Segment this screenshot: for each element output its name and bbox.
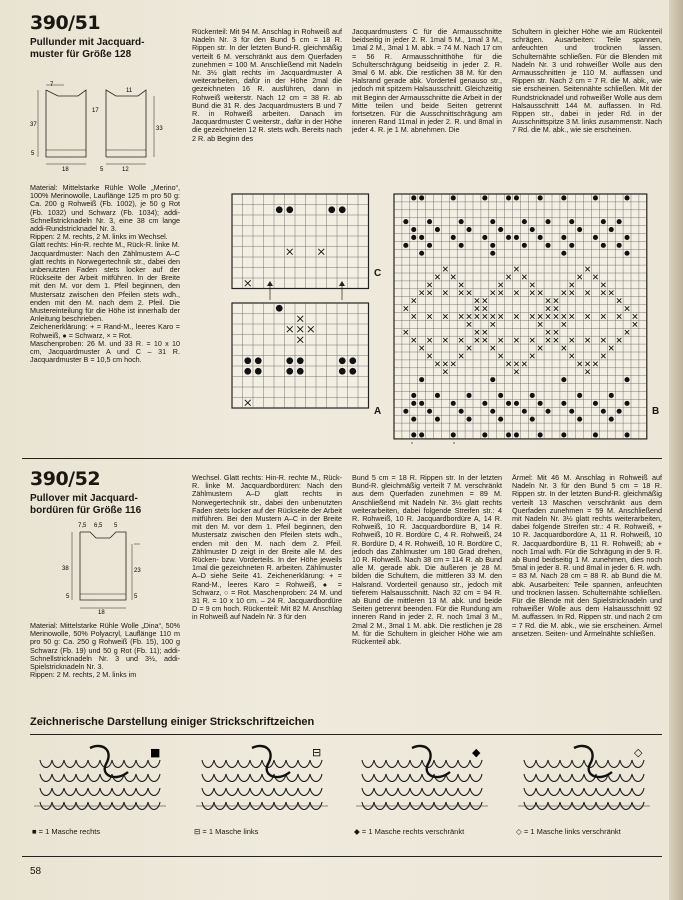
chart-dot	[419, 195, 424, 200]
legend-knit: ■ = 1 Masche rechts	[32, 827, 101, 836]
chart-dot	[561, 251, 566, 256]
chart-dot	[435, 227, 440, 232]
stitch-loop	[386, 760, 398, 768]
pattern-number-390-51: 390/51	[30, 12, 101, 34]
stitch-loop	[524, 760, 536, 768]
stitch-loop	[548, 774, 560, 782]
stitch-loop	[470, 774, 482, 782]
stitch-loop	[76, 760, 88, 768]
schema-dim: 18	[98, 610, 105, 616]
stitch-loop	[112, 760, 124, 768]
maschenproben-text: Maschenproben: 26 M. und 33 R. = 10 x 10 cm, Jacquardmuster A und C – 31 R. Jacquardmuster B = 10,5 cm hoch.	[30, 338, 180, 365]
chart-dot	[459, 409, 464, 414]
chart-dot	[419, 235, 424, 240]
stitch-loop	[238, 774, 250, 782]
chart-dot	[286, 206, 293, 213]
chart-dot	[625, 235, 630, 240]
schema-dim: 17	[92, 108, 99, 114]
stitch-loop	[214, 774, 226, 782]
stitch-loop	[52, 788, 64, 796]
column-1-390-52	[30, 622, 180, 679]
chart-dot	[498, 417, 503, 422]
stitch-loop	[52, 774, 64, 782]
chart-dot	[498, 393, 503, 398]
chart-dot	[490, 409, 495, 414]
stitch-loop	[458, 788, 470, 796]
stitch-loop	[100, 788, 112, 796]
stitch-loop	[560, 760, 572, 768]
stitch-loop	[64, 774, 76, 782]
chart-dot	[419, 401, 424, 406]
size-schema-390-52	[62, 522, 170, 616]
stitch-loop	[250, 774, 262, 782]
chart-dot	[451, 195, 456, 200]
stitch-illustration-knit-twisted	[354, 742, 490, 820]
stitch-loop	[286, 760, 298, 768]
chart-dot	[522, 219, 527, 224]
chart-dot	[459, 219, 464, 224]
stitch-loop	[124, 774, 136, 782]
column-1-390-51	[30, 184, 180, 364]
chart-dot	[482, 235, 487, 240]
stitch-loop	[410, 774, 422, 782]
stitch-loop	[310, 760, 322, 768]
chart-dot	[561, 401, 566, 406]
chart-dot	[244, 357, 251, 364]
chart-dot	[522, 243, 527, 248]
stitch-loop	[238, 760, 250, 768]
chart-dot	[546, 243, 551, 248]
stitch-loop	[286, 788, 298, 796]
zeichen-text: Zeichenerklärung: + = Rand-M., leeres Karo = Rohweiß, ● = Schwarz, × = Rot.	[30, 322, 180, 340]
stitch-illustration-knit	[32, 742, 168, 820]
stitch-loop	[238, 788, 250, 796]
column-2-390-51	[192, 28, 342, 143]
chart-dot	[514, 195, 519, 200]
page-edge	[669, 0, 683, 900]
chart-dot	[411, 393, 416, 398]
jacquard-text: Jacquardmuster: Nach den Zählmustern A–C glatt rechts in Norwegertechnik str., dabei den unbenutzten Faden stets locker auf der Rückseite der Arbeit mitführen. In der Breite mit den M. vor dem 1. Pfeil beginnen, den Mustersatz zwischen den Pfeilen stets wdh., enden mit den M. nach dem 2. Pfeil. Die Mustereinteilung für die Höhe ist innerhalb der Anleitung beschrieben.	[30, 248, 180, 324]
chart-dot	[609, 393, 614, 398]
schema-dim: 18	[62, 167, 69, 173]
schema-dim: 33	[156, 126, 163, 132]
chart-dot	[561, 377, 566, 382]
chart-dot	[427, 409, 432, 414]
chart-dot	[411, 401, 416, 406]
stitch-loop	[608, 788, 620, 796]
chart-dot	[625, 432, 630, 437]
stitch-loop	[608, 774, 620, 782]
chart-dot	[451, 432, 456, 437]
stitch-loop	[40, 760, 52, 768]
stitch-loop	[596, 788, 608, 796]
chart-c-grid	[232, 194, 372, 280]
yarn-strand	[90, 746, 128, 777]
chart-dot	[601, 243, 606, 248]
chart-dot	[530, 417, 535, 422]
chart-dot	[482, 195, 487, 200]
chart-dot	[490, 219, 495, 224]
chart-dot	[255, 368, 262, 375]
chart-dot	[506, 432, 511, 437]
stitch-loop	[596, 760, 608, 768]
stitch-loop	[374, 760, 386, 768]
page-number: 58	[30, 866, 42, 877]
chart-dot	[490, 377, 495, 382]
chart-dot	[546, 219, 551, 224]
schema-dim: 6,5	[94, 523, 103, 529]
chart-dot	[617, 409, 622, 414]
stitch-loop	[386, 788, 398, 796]
chart-dot	[297, 357, 304, 364]
chart-dot	[276, 206, 283, 213]
chart-dot	[577, 417, 582, 422]
divider	[22, 458, 662, 459]
chart-dot	[601, 409, 606, 414]
stitch-loop	[584, 788, 596, 796]
stitch-loop	[410, 788, 422, 796]
stitch-loop	[572, 760, 584, 768]
chart-dot	[403, 409, 408, 414]
chart-dot	[569, 409, 574, 414]
stitch-loop	[298, 774, 310, 782]
chart-dot	[514, 235, 519, 240]
stitch-illustration-purl-twisted	[516, 742, 652, 820]
stitch-loop	[422, 788, 434, 796]
stitch-loop	[214, 788, 226, 796]
chart-dot	[577, 227, 582, 232]
chart-dot	[617, 219, 622, 224]
chart-dot	[411, 417, 416, 422]
chart-dot	[530, 227, 535, 232]
chart-dot	[617, 243, 622, 248]
column-2-390-52	[192, 474, 342, 622]
stitch-loop	[136, 760, 148, 768]
chart-dot	[498, 227, 503, 232]
stitch-loop	[446, 774, 458, 782]
stitch-symbol: ⊟	[312, 746, 322, 759]
chart-dot	[255, 357, 262, 364]
stitch-loop	[536, 760, 548, 768]
stitch-loop	[548, 760, 560, 768]
chart-dot	[546, 409, 551, 414]
stitch-loop	[362, 788, 374, 796]
pattern-title-390-52: Pullover mit Jacquard-bordüren für Größe 116	[30, 493, 142, 516]
instructions-text: Ärmel: Mit 46 M. Anschlag in Rohweiß auf Nadeln Nr. 3 für den Bund 5 cm = 18 R. Rippen str. In der letzten Bund-R. gleichmäßig verteilt 13 Maschen verschränkt aus dem Querfaden zunehmen = 59 M. Anschließend mit Nadeln Nr. 3½ glatt rechts weiterarbeiten, dabei folgende Streifen str.: 4 R. Rohweiß, + 10 R. Jacquardbordüre A, 11 R. Rohweiß, 10 R. Jacquardbordüre B, 11 R. Rohweiß; ab + noch 1mal wdh. Für die Schrägung in der 9. R. ab Bund beidseitig 1 M. zunehmen, dies noch 5mal in jeder 8. R. und 8mal in jeder 6. R. wdh. = 83 M. Nach 28 cm = 88 R. ab Bund die M. abk. Ausarbeiten: Teile spannen, anfeuchten und trocknen lassen. Schulternähte schließen. Für die Blende mit den Spielstricknadeln und rohweißer Wolle aus dem Halsausschnitt 92 M. auffassen. In Rd. Rippen str. und nach 2 cm = 7 Rd. die M. abk., wie sie erscheinen. Ärmel ansetzen. Seiten- und Ärmelnähte schließen.	[512, 473, 662, 638]
stitch-loop	[64, 788, 76, 796]
stitch-loop	[52, 760, 64, 768]
stitch-loop	[398, 760, 410, 768]
stitch-loop	[262, 788, 274, 796]
chart-dot	[419, 377, 424, 382]
stitch-loop	[620, 760, 632, 768]
stitch-loop	[202, 760, 214, 768]
chart-dot	[297, 368, 304, 375]
stitch-loop	[76, 788, 88, 796]
stitch-loop	[148, 760, 160, 768]
stitch-symbol: ◇	[634, 746, 643, 759]
glatt-text: Glatt rechts: Hin-R. rechte M., Rück-R. linke M.	[30, 240, 180, 250]
chart-dot	[625, 401, 630, 406]
stitch-loop	[40, 774, 52, 782]
rippen-text: Rippen: 2 M. rechts, 2 M. links im Wechsel.	[30, 232, 168, 242]
stitch-loop	[298, 788, 310, 796]
stitch-loop	[632, 760, 644, 768]
chart-a-label: A	[374, 406, 382, 417]
instructions-text: Bund 5 cm = 18 R. Rippen str. In der letzten Bund-R. gleichmäßig verteilt 7 M. verschränkt aus dem Querfaden zunehmen = 89 M. Anschließend mit Nadeln Nr. 3½ glatt rechts weiterarbeiten, dabei folgende Streifen str.: 4 R. Rohweiß, 10 R. Jacquardbordüre A, 14 R. Rohweiß, 10 R. Jacquardbordüre B, 14 R. Rohweiß, 10 R. Bordüre C, 4 R. Rohweiß, 24 R. Bordüre D, 4 R. Rohweiß, 10 R. Bordüre C, jedoch das Zählmuster um 180 Grad drehen, 10 R. Rohweiß. Nach 38 cm = 114 R. ab Bund alle M. gerade abk. Die äußeren je 28 M. bilden die Schultern, die mittleren 33 M. den Halsrand. Vorderteil genauso str., jedoch mit tieferem Halsausschnitt. Nach 32 cm = 94 R. ab Bund die mittleren 13 M. abk. und beide Seiten getrennt beenden. Für die Rundung am inneren Rand in jeder 2. R. noch 1mal 3 M., 2mal 2 M., 3mal 1 M. abk. Die restlichen je 28 M. für die Schultern in gleicher Höhe wie am Rückenteil abk.	[352, 473, 502, 647]
stitch-symbol: ◆	[472, 746, 481, 759]
stitch-loop	[88, 788, 100, 796]
chart-dot	[538, 195, 543, 200]
chart-dot	[490, 251, 495, 256]
material-text: Material: Mittelstarke Rühle Wolle „Dina“, 50% Merinowolle, 50% Polyacryl, Lauflänge 110 m pro 50 g: Ca. 250 g Rohweiß (Fb. 15), 100 g Schwarz (Fb. 19) und 50 g Rot (Fb. 11); addi-Schnellstricknadeln Nr. 3 und 3½, addi-Spielstricknadeln Nr. 3.	[30, 621, 180, 672]
chart-dot	[411, 195, 416, 200]
chart-dot	[530, 393, 535, 398]
yarn-strand	[412, 746, 450, 777]
stitch-loop	[446, 788, 458, 796]
chart-dot	[435, 393, 440, 398]
stitch-loop	[202, 788, 214, 796]
stitch-loop	[226, 774, 238, 782]
stitch-loop	[64, 760, 76, 768]
chart-dot	[403, 243, 408, 248]
schema-dim: 11	[126, 88, 133, 94]
chart-dot	[451, 235, 456, 240]
instructions-text: Jacquardmusters C für die Armausschnitte beidseitig in jeder 2. R. 1mal 5 M., 1mal 3 M., 1mal 2 M., 3mal 1 M. abk. = 74 M. Nach 17 cm = 56 R. Armausschnitthöhe für die Schulterschrägung beidseitig in jeder 2. R. 3mal 6 M. abk. Die restlichen 38 M. für den Halsrand gerade abk. Vorderteil genauso str., jedoch mit spitzem Halsausschnitt. Gleichzeitig mit Beginn der Armausschnitte die Arbeit in der Mitte teilen und beide Seiten getrennt fortsetzen. Für die Ausschnittschrägung am inneren Rand 11mal in jeder 2. R. und 8mal in jeder 4. R. je 1 M. abnehmen. Die	[352, 27, 502, 135]
chart-dot	[419, 251, 424, 256]
chart-dot	[593, 195, 598, 200]
stitch-loop	[310, 788, 322, 796]
stitch-loop	[374, 788, 386, 796]
stitch-loop	[310, 774, 322, 782]
chart-dot	[625, 377, 630, 382]
chart-dot	[538, 235, 543, 240]
chart-dot	[522, 409, 527, 414]
schema-dim: 7	[50, 82, 54, 88]
yarn-strand	[252, 746, 290, 777]
section-rule	[30, 734, 662, 735]
chart-dot	[349, 357, 356, 364]
chart-dot	[482, 432, 487, 437]
column-3-390-51	[352, 28, 502, 135]
chart-dot	[609, 417, 614, 422]
stitch-loop	[398, 788, 410, 796]
chart-dot	[328, 206, 335, 213]
column-4-390-52	[512, 474, 662, 638]
stitch-loop	[632, 788, 644, 796]
stitch-loop	[88, 774, 100, 782]
chart-b-grid	[394, 194, 650, 414]
size-schema-390-51	[30, 82, 169, 173]
stitch-loop	[572, 774, 584, 782]
stitch-loop	[124, 788, 136, 796]
stitch-loop	[374, 774, 386, 782]
legend-knit-twisted: ◆ = 1 Masche rechts verschränkt	[354, 827, 465, 836]
chart-dot	[451, 401, 456, 406]
stitch-loop	[202, 774, 214, 782]
stitch-loop	[548, 788, 560, 796]
chart-dot	[514, 432, 519, 437]
chart-dot	[286, 368, 293, 375]
chart-dot	[514, 401, 519, 406]
schema-dim: 7,5	[78, 523, 87, 529]
stitch-loop	[458, 760, 470, 768]
schema-dim: 23	[134, 568, 141, 574]
stitch-loop	[470, 760, 482, 768]
chart-dot	[339, 357, 346, 364]
stitch-loop	[214, 760, 226, 768]
chart-dot	[593, 401, 598, 406]
chart-dot	[569, 219, 574, 224]
grid-frame	[232, 194, 369, 289]
chart-dot	[435, 417, 440, 422]
stitch-loop	[608, 760, 620, 768]
chart-dot	[467, 393, 472, 398]
schema-dim: 37	[30, 122, 37, 128]
material-text: Material: Mittelstarke Rühle Wolle „Merino“, 100% Merinowolle, Lauflänge 125 m pro 50 g: Ca. 200 g Rohweiß (Fb. 1002), je 50 g Rot (Fb. 1032) und Schwarz (Fb. 1034); addi-Schnellstricknadeln Nr. 3, eine 38 cm lange addi-Rundstricknadel Nr. 3.	[30, 183, 180, 234]
rippen-text: Rippen: 2 M. rechts, 2 M. links im	[30, 670, 137, 680]
stitch-loop	[286, 774, 298, 782]
chart-dot	[244, 368, 251, 375]
chart-dot	[427, 219, 432, 224]
instructions-text: Rückenteil: Mit 94 M. Anschlag in Rohweiß auf Nadeln Nr. 3 für den Bund 5 cm = 18 R. Rippen str. In der letzten Bund-R. gleichmäßig verteilt 6 M. verschränkt aus dem Querfaden zunehmen = 100 M. Anschließend mit Nadeln Nr. 3½ glatt rechts im Jacquardmuster A weiterarbeiten, dafür in der Höhe 2mal die gezeichneten 16 R. ausführen, dann in Rohweiß weiterstr. Nach 12 cm = 38 R. ab Bund die 31 R. des Jacquardmusters B und 7 R. in Rohweiß arbeiten. Danach im Jacquardmuster C weiterstr., dafür in der Höhe die gezeichneten 12 R. stets wdh. Bereits nach 2 R. ab Beginn des	[192, 27, 342, 143]
chart-dot	[569, 243, 574, 248]
chart-dot	[625, 195, 630, 200]
chart-dot	[593, 432, 598, 437]
legend-purl-twisted: ◇ = 1 Masche links verschränkt	[516, 827, 621, 836]
stitch-illustration-purl	[194, 742, 330, 820]
stitch-loop	[88, 760, 100, 768]
schema-dim: 38	[62, 566, 69, 572]
stitch-loop	[112, 788, 124, 796]
chart-dot	[577, 393, 582, 398]
stitch-loop	[136, 788, 148, 796]
chart-dot	[339, 206, 346, 213]
chart-dot	[601, 219, 606, 224]
yarn-strand	[574, 746, 612, 777]
schema-dim: 5	[114, 523, 118, 529]
stitch-loop	[560, 774, 572, 782]
stitch-symbol: ■	[150, 746, 161, 759]
chart-dot	[625, 251, 630, 256]
section-title: Zeichnerische Darstellung einiger Strickschriftzeichen	[30, 716, 315, 728]
stitch-loop	[470, 788, 482, 796]
chart-dot	[506, 195, 511, 200]
chart-c-label: C	[374, 268, 382, 279]
stitch-loop	[148, 788, 160, 796]
stitch-loop	[536, 788, 548, 796]
stitch-loop	[620, 788, 632, 796]
chart-dot	[411, 235, 416, 240]
chart-dot	[411, 227, 416, 232]
chart-dot	[506, 235, 511, 240]
stitch-loop	[434, 788, 446, 796]
chart-dot	[561, 235, 566, 240]
chart-dot	[482, 401, 487, 406]
stitch-loop	[446, 760, 458, 768]
stitch-loop	[386, 774, 398, 782]
chart-dot	[459, 243, 464, 248]
stitch-loop	[410, 760, 422, 768]
stitch-loop	[632, 774, 644, 782]
chart-b-label: B	[652, 406, 660, 417]
instructions-text: Schultern in gleicher Höhe wie am Rückenteil schrägen. Ausarbeiten: Teile spannen, anfeuchten und trocknen lassen. Schulternähte schließen. Für die Blenden mit Nadeln Nr. 3 und rohweißer Wolle aus den Armausschnitten je 110 M. auffassen und Rippen str. Nach 2 cm = 7 R. die M. abk., wie sie erscheinen. Seitennähte schließen. Mit der Rundstricknadel und rohweißer Wolle aus dem Halsausschnitt 144 M. auffassen. In Rd. Rippen str., dabei in jeder Rd. in der Ausschnittspitze 3 M. links zusammenstr. Nach 7 Rd. die M. abk., wie sie erscheinen.	[512, 27, 662, 135]
stitch-loop	[434, 760, 446, 768]
chart-dot	[419, 432, 424, 437]
stitch-loop	[136, 774, 148, 782]
schema-dim: 5	[134, 594, 138, 600]
stitch-loop	[250, 788, 262, 796]
chart-dot	[467, 417, 472, 422]
stitch-loop	[274, 788, 286, 796]
chart-dot	[593, 235, 598, 240]
chart-dot	[286, 357, 293, 364]
stitch-loop	[226, 760, 238, 768]
chart-dot	[538, 432, 543, 437]
pattern-number-390-52: 390/52	[30, 468, 101, 490]
chart-dot	[411, 432, 416, 437]
schema-dim: 5	[31, 151, 35, 157]
stitch-loop	[362, 760, 374, 768]
chart-dot	[349, 368, 356, 375]
chart-dot	[561, 432, 566, 437]
chart-a-grid	[232, 303, 372, 413]
stitch-loop	[536, 774, 548, 782]
instructions-text: Wechsel. Glatt rechts: Hin-R. rechte M., Rück-R. linke M. Jacquardbordüren: Nach den Zählmustern A–D glatt rechts in Norwegertechnik str., dabei den unbenutzten Faden stets locker auf der Rückseite der Arbeit mitführen. Bei den Mustern A–C in der Breite mit den M. vor dem 1. Pfeil beginnen, den Mustersatz zwischen den Pfeilen stets wdh., enden mit den M. nach dem 2. Pfeil. Zählmuster D zeigt in der Breite alle M. des Rücken- bzw. Vorderteils. In der Höhe jeweils 1mal die gezeichneten R. arbeiten. Zählmuster A–D siehe Seite 41. Zeichenerklärung: + = Rand-M., leeres Karo = Rohweiß, ● = Schwarz, ○ = Rot. Maschenproben: 24 M. und 31 R. = 10 x 10 cm. – 24 R. Jacquardbordüre D = 9 cm hoch. Rückenteil: Mit 82 M. Anschlag in Rohweiß auf Nadeln Nr. 3 für den	[192, 473, 342, 622]
stitch-loop	[40, 788, 52, 796]
schema-dim: 12	[122, 167, 129, 173]
chart-dot	[506, 401, 511, 406]
legend-purl: ⊟ = 1 Masche links	[194, 827, 259, 836]
stitch-loop	[298, 760, 310, 768]
stitch-loop	[362, 774, 374, 782]
stitch-loop	[226, 788, 238, 796]
stitch-loop	[458, 774, 470, 782]
column-3-390-52	[352, 474, 502, 646]
chart-dot	[427, 243, 432, 248]
chart-dot	[561, 195, 566, 200]
stitch-loop	[274, 760, 286, 768]
schema-dim: 5	[100, 167, 104, 173]
chart-dot	[339, 368, 346, 375]
stitch-loop	[620, 774, 632, 782]
stitch-loop	[572, 788, 584, 796]
footer-rule	[22, 856, 662, 857]
chart-dot	[403, 219, 408, 224]
stitch-loop	[148, 774, 160, 782]
column-4-390-51	[512, 28, 662, 135]
stitch-loop	[524, 788, 536, 796]
chart-dot	[276, 305, 283, 312]
chart-dot	[467, 227, 472, 232]
schema-dim: 5	[66, 594, 70, 600]
stitch-loop	[524, 774, 536, 782]
stitch-loop	[76, 774, 88, 782]
stitch-loop	[124, 760, 136, 768]
stitch-loop	[560, 788, 572, 796]
chart-dot	[609, 227, 614, 232]
pattern-title-390-51: Pullunder mit Jacquard-muster für Größe 128	[30, 37, 145, 60]
chart-dot	[490, 243, 495, 248]
chart-dot	[538, 401, 543, 406]
stitch-loop	[250, 760, 262, 768]
stitch-loop	[398, 774, 410, 782]
chart-c-arrows	[232, 280, 372, 302]
